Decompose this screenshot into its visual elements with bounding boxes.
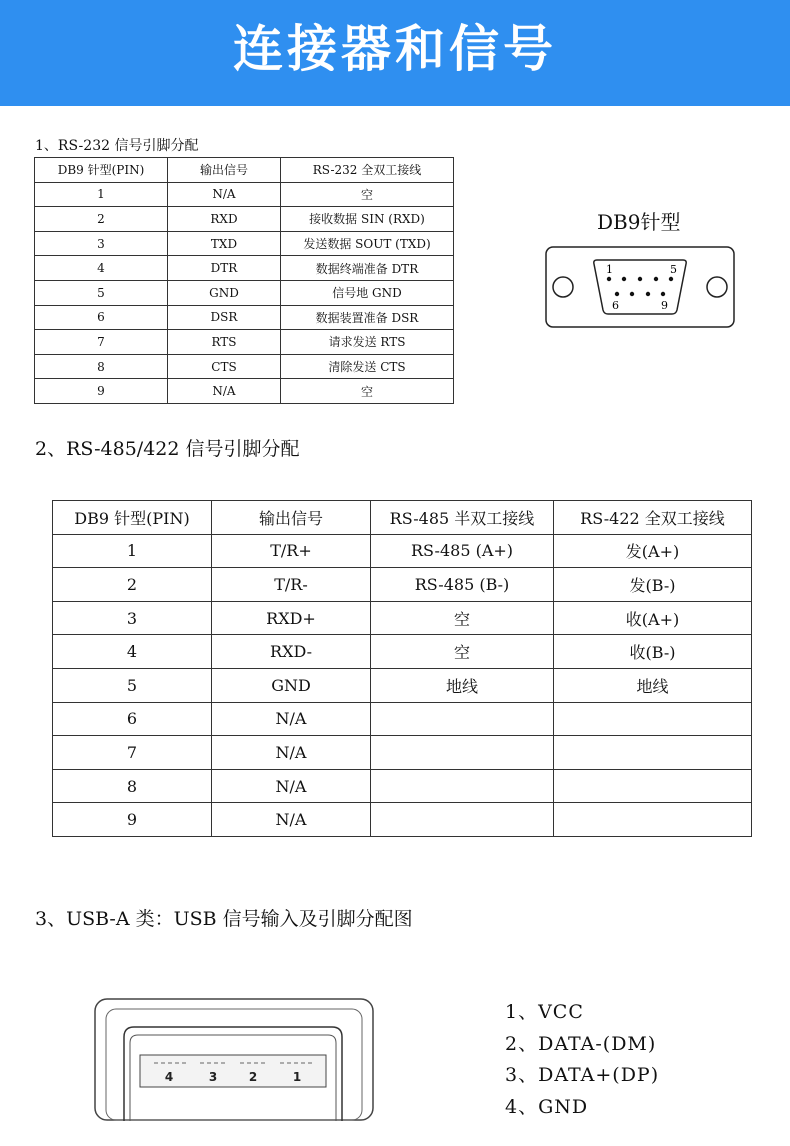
table-cell: 收(A+) <box>554 601 752 635</box>
table-cell <box>371 769 554 803</box>
table-cell: 空 <box>371 601 554 635</box>
table-cell: RXD- <box>212 635 371 669</box>
usb-pin-1: 1 <box>292 1070 302 1084</box>
table-cell: 请求发送 RTS <box>281 330 454 355</box>
table-row <box>53 534 752 568</box>
table-cell: N/A <box>212 736 371 770</box>
table-cell: N/A <box>212 769 371 803</box>
table-row <box>53 769 752 803</box>
table-cell: 4 <box>35 256 168 281</box>
table-cell: 5 <box>53 668 212 702</box>
column-header: RS-485 半双工接线 <box>371 501 554 535</box>
db9-pin-5: 5 <box>670 263 677 276</box>
list-item: 1、VCC <box>505 1001 584 1023</box>
table-row <box>35 182 454 207</box>
list-item: 3、DATA+(DP) <box>505 1064 660 1086</box>
table-cell: T/R+ <box>212 534 371 568</box>
table-row <box>35 330 454 355</box>
table-cell: N/A <box>168 182 281 207</box>
table-cell: 5 <box>35 280 168 305</box>
rs485-heading: 2、RS-485/422 信号引脚分配 <box>35 438 300 460</box>
table-cell: 2 <box>53 568 212 602</box>
table-cell: 信号地 GND <box>281 280 454 305</box>
table-row <box>53 803 752 837</box>
table-row <box>35 379 454 404</box>
table-cell: 地线 <box>371 668 554 702</box>
table-cell: 数据装置准备 DSR <box>281 305 454 330</box>
table-cell: 收(B-) <box>554 635 752 669</box>
column-header: 输出信号 <box>212 501 371 535</box>
table-cell: DTR <box>168 256 281 281</box>
table-cell <box>554 736 752 770</box>
column-header: DB9 针型(PIN) <box>53 501 212 535</box>
table-cell: 8 <box>53 769 212 803</box>
rs232-table <box>34 157 454 404</box>
table-cell: 7 <box>35 330 168 355</box>
table-cell: 数据终端准备 DTR <box>281 256 454 281</box>
column-header: RS-232 全双工接线 <box>281 158 454 183</box>
table-row <box>53 668 752 702</box>
table-cell: TXD <box>168 231 281 256</box>
usb-pin-2: 2 <box>248 1070 258 1084</box>
list-item: 2、DATA-(DM) <box>505 1032 657 1055</box>
table-cell: 9 <box>53 803 212 837</box>
table-cell <box>371 736 554 770</box>
table-cell: T/R- <box>212 568 371 602</box>
usb-a-connector-diagram <box>94 997 374 1121</box>
table-row <box>53 601 752 635</box>
table-row <box>53 635 752 669</box>
list-item: 4、GND <box>505 1095 589 1118</box>
table-cell: 4 <box>53 635 212 669</box>
usb-pin-4: 4 <box>164 1070 174 1084</box>
table-cell: 2 <box>35 207 168 232</box>
table-row <box>35 305 454 330</box>
table-cell: 8 <box>35 354 168 379</box>
table-cell: 6 <box>53 702 212 736</box>
table-cell <box>371 702 554 736</box>
table-cell: CTS <box>168 354 281 379</box>
title-banner <box>0 0 790 106</box>
table-cell: RXD+ <box>212 601 371 635</box>
table-cell: 发(B-) <box>554 568 752 602</box>
table-row <box>35 256 454 281</box>
table-row <box>35 231 454 256</box>
table-cell: 清除发送 CTS <box>281 354 454 379</box>
table-cell <box>554 702 752 736</box>
table-row <box>53 702 752 736</box>
table-cell: RS-485 (A+) <box>371 534 554 568</box>
table-cell: 地线 <box>554 668 752 702</box>
table-cell <box>554 803 752 837</box>
table-row <box>35 207 454 232</box>
table-cell: RTS <box>168 330 281 355</box>
table-cell: 空 <box>371 635 554 669</box>
db9-label: DB9针型 <box>597 210 681 234</box>
column-header: DB9 针型(PIN) <box>35 158 168 183</box>
table-cell: 空 <box>281 379 454 404</box>
usb-pin-3: 3 <box>208 1070 218 1084</box>
table-cell: N/A <box>212 702 371 736</box>
rs232-heading: 1、RS-232 信号引脚分配 <box>35 138 199 154</box>
table-cell: 发送数据 SOUT (TXD) <box>281 231 454 256</box>
column-header: 输出信号 <box>168 158 281 183</box>
table-cell: RS-485 (B-) <box>371 568 554 602</box>
table-cell: 3 <box>53 601 212 635</box>
table-header-row <box>35 158 454 183</box>
table-cell: N/A <box>212 803 371 837</box>
db9-pin-6: 6 <box>612 299 619 312</box>
table-row <box>53 736 752 770</box>
table-cell: GND <box>212 668 371 702</box>
usb-pin-list <box>505 997 659 1123</box>
table-cell: 空 <box>281 182 454 207</box>
table-row <box>35 280 454 305</box>
table-cell: 1 <box>35 182 168 207</box>
table-cell: 6 <box>35 305 168 330</box>
table-cell: N/A <box>168 379 281 404</box>
table-cell: 9 <box>35 379 168 404</box>
table-header-row <box>53 501 752 535</box>
rs485-table <box>52 500 752 837</box>
table-cell: GND <box>168 280 281 305</box>
table-cell: 3 <box>35 231 168 256</box>
table-cell: 1 <box>53 534 212 568</box>
table-cell: 发(A+) <box>554 534 752 568</box>
page-title: 连接器和信号 <box>233 20 557 78</box>
table-cell: RXD <box>168 207 281 232</box>
table-cell: 接收数据 SIN (RXD) <box>281 207 454 232</box>
db9-pin-9: 9 <box>661 299 668 312</box>
table-cell <box>554 769 752 803</box>
column-header: RS-422 全双工接线 <box>554 501 752 535</box>
db9-connector-diagram <box>545 246 735 328</box>
table-cell <box>371 803 554 837</box>
usb-heading: 3、USB-A 类：USB 信号输入及引脚分配图 <box>35 908 413 930</box>
db9-pin-1: 1 <box>606 263 613 276</box>
table-row <box>53 568 752 602</box>
table-row <box>35 354 454 379</box>
table-cell: 7 <box>53 736 212 770</box>
table-cell: DSR <box>168 305 281 330</box>
